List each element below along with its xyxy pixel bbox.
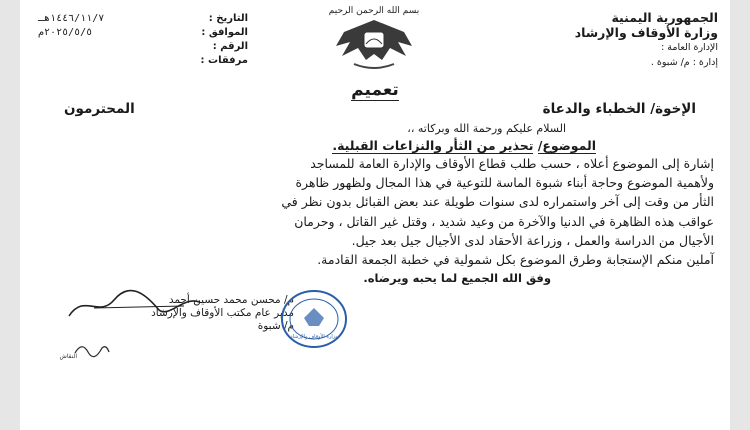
meta-value: ١٤٤٦/١١/٧هـ [38, 13, 105, 24]
addressee-line [64, 101, 696, 117]
greeting: السلام عليكم ورحمة الله وبركاته ،، [407, 122, 566, 135]
body-line: الأجيال من الدراسة والعمل ، وزراعة الأحقاد لدى الأجيال جيل بعد جيل. [351, 232, 714, 248]
meta-equiv-row [38, 26, 248, 40]
official-stamp [279, 288, 349, 350]
meta-key: الرقم : [212, 41, 248, 52]
addressee: الإخوة/ الخطباء والدعاة [542, 101, 696, 117]
letterhead-ministry [508, 10, 718, 70]
meta-date-row [38, 12, 248, 26]
body-line: عواقب هذه الظاهرة في الدنيا والآخرة من وعيد شديد ، وقتل غير القاتل ، وحرمان [294, 213, 714, 229]
ministry-name: وزارة الأوقاف والإرشاد [574, 25, 718, 40]
yemen-eagle-emblem [314, 2, 434, 74]
body-line: ولأهمية الموضوع وحاجة أبناء شبوة الماسة للتوعية في هذا المجال ولظهور ظاهرة [295, 175, 714, 191]
handwritten-text: النقاش [59, 353, 77, 360]
handwritten-initials-icon [59, 338, 112, 360]
letter-body [42, 154, 714, 269]
left-margin [0, 0, 20, 430]
country-name: الجمهورية اليمنية [611, 10, 718, 25]
letter [24, 0, 726, 430]
stamp-text: وزارة الأوقاف والإرشاد [290, 334, 338, 340]
meta-value: ٢٠٢٥/٥/٥م [38, 27, 93, 38]
signatory-role: مدير عام مكتب الأوقاف والإرشاد [151, 307, 294, 319]
meta-key: التاريخ : [208, 13, 248, 24]
subject-text: تحذير من الثأر والنزاعات القبلية. [332, 138, 534, 153]
right-margin [730, 0, 750, 430]
meta-attachments-row [38, 54, 248, 68]
meta-number-row [38, 40, 248, 54]
signatory-name: م/ محسن محمد حسين أحمد [168, 294, 294, 306]
handwritten-note [59, 338, 112, 364]
document-title [24, 80, 726, 100]
body-line: إشارة إلى الموضوع أعلاه ، حسب طلب قطاع الأوقاف والإدارة العامة للمساجد [310, 156, 714, 171]
office-name: إدارة : م/ شبوة . [650, 57, 718, 68]
closing-prayer: وفق الله الجميع لما يحبه ويرضاه. [363, 271, 551, 285]
letter-meta [38, 12, 248, 68]
subject-label: الموضوع/ [537, 138, 596, 153]
signatory-place: م/ شبوة [257, 320, 294, 332]
meta-key: الموافق : [201, 27, 248, 38]
signature-block [74, 294, 294, 333]
basmala-text: بسم الله الرحمن الرحيم [328, 6, 420, 16]
body-line: الثأر من وقت إلى آخر واستمراره لدى سنوات طويلة عند بعض القبائل بدون نظر في [281, 194, 714, 210]
subject-line [332, 138, 596, 153]
honorific: المحترمون [64, 101, 135, 117]
signature-scribble-icon [64, 288, 204, 324]
title-text: تعميم [351, 80, 399, 100]
body-line: آملين منكم الإستجابة وطرق الموضوع بكل شمولية في خطبة الجمعة القادمة. [317, 252, 714, 268]
meta-key: مرفقات : [200, 55, 248, 66]
general-administration: الإدارة العامة : [661, 42, 718, 53]
